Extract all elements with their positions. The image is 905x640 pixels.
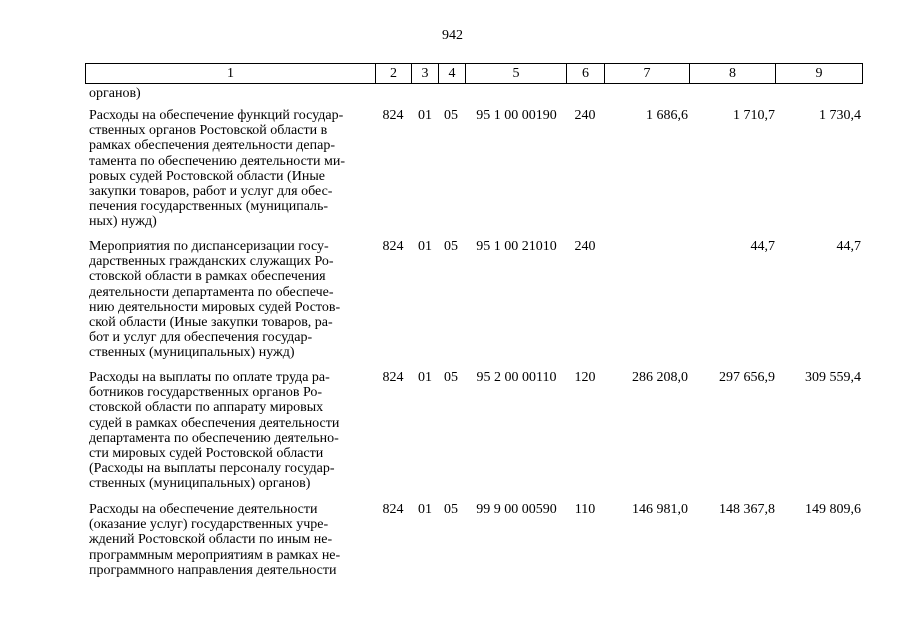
header-col-7: 7	[604, 63, 690, 84]
row-grbs: 824	[382, 108, 404, 123]
row-pr: 05	[444, 370, 458, 385]
row-vr: 110	[574, 502, 596, 517]
row-rz: 01	[418, 370, 432, 385]
row-pr: 05	[444, 502, 458, 517]
row-year3: 44,7	[836, 239, 861, 254]
row-csr: 95 1 00 00190	[476, 108, 557, 123]
row-grbs: 824	[382, 502, 404, 517]
row-year1: 146 981,0	[632, 502, 688, 517]
row-description: Мероприятия по диспансеризации госу- дарственных гражданских служащих Ро- стовской области в рамках обеспечения деятельности департамента по обеспече- нию деятельности мировых судей Ростов- ской области (Иные закупки товаров, ра- бот и услуг для обеспечения государ- ственных (муниципальных) нужд)	[89, 239, 341, 361]
row-year3: 149 809,6	[805, 502, 861, 517]
row-rz: 01	[418, 502, 432, 517]
row-pr: 05	[444, 108, 458, 123]
header-col-8: 8	[689, 63, 776, 84]
row-grbs: 824	[382, 370, 404, 385]
header-col-9: 9	[775, 63, 863, 84]
row-vr: 240	[574, 239, 596, 254]
row-year3: 309 559,4	[805, 370, 861, 385]
row-rz: 01	[418, 108, 432, 123]
row-csr: 95 1 00 21010	[476, 239, 557, 254]
header-col-6: 6	[566, 63, 605, 84]
continuation-text: органов)	[89, 86, 141, 101]
row-description: Расходы на обеспечение деятельности (оказание услуг) государственных учре- ждений Ростовской области по иным не- программным мероприятиям в рамках не- программного направления деятельности	[89, 502, 341, 578]
row-grbs: 824	[382, 239, 404, 254]
row-year2: 1 710,7	[733, 108, 775, 123]
row-year3: 1 730,4	[819, 108, 861, 123]
row-year2: 297 656,9	[719, 370, 775, 385]
row-vr: 120	[574, 370, 596, 385]
header-col-5: 5	[465, 63, 567, 84]
header-col-2: 2	[375, 63, 412, 84]
header-col-4: 4	[438, 63, 466, 84]
row-csr: 95 2 00 00110	[476, 370, 557, 385]
row-year1: 286 208,0	[632, 370, 688, 385]
row-year2: 44,7	[750, 239, 775, 254]
header-col-3: 3	[411, 63, 439, 84]
header-col-1: 1	[85, 63, 376, 84]
row-description: Расходы на обеспечение функций государ- ственных органов Ростовской области в рамках обеспечения деятельности депар- тамента по обеспечению деятельности ми- ровых судей Ростовской области (Иные закупки товаров, работ и услуг для обес- печения государственных (муниципаль- ных) нужд)	[89, 108, 345, 230]
row-rz: 01	[418, 239, 432, 254]
row-year1: 1 686,6	[646, 108, 688, 123]
row-year2: 148 367,8	[719, 502, 775, 517]
row-vr: 240	[574, 108, 596, 123]
row-pr: 05	[444, 239, 458, 254]
row-csr: 99 9 00 00590	[476, 502, 557, 517]
page-number: 942	[442, 28, 463, 43]
row-description: Расходы на выплаты по оплате труда ра- ботников государственных органов Ро- стовской области по аппарату мировых судей в рамках обеспечения деятельности департамента по обеспечению деятельно- сти мировых судей Ростовской области (Расходы на выплаты персоналу государ- ственных (муниципальных) органов)	[89, 370, 340, 492]
